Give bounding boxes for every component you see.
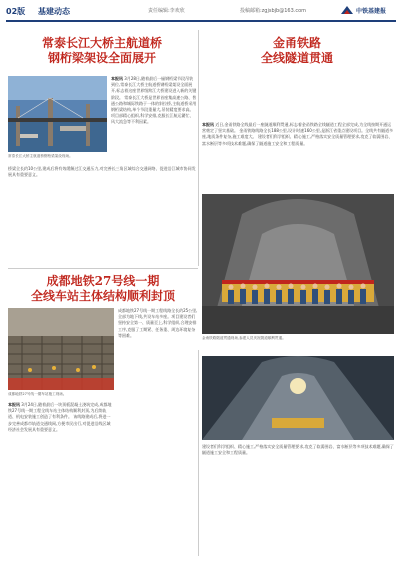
- logo-icon: [340, 4, 354, 16]
- article1-body-paragraph: 3月28日,随着最后一榀钢桁梁节段吊装到位,常泰长江大桥主航道桥钢桁梁架设全面展开,标志着这座世界级跨江大桥建设进入新的关键阶段。: [111, 76, 197, 100]
- page-header: [0, 0, 402, 24]
- article2-title-line1: 金甬铁路: [272, 36, 321, 50]
- article3-title-line1: 成都地铁27号线一期: [46, 274, 160, 288]
- article2-photo: [202, 194, 394, 334]
- article1-photo: [8, 76, 107, 152]
- article3-body-left: [8, 402, 114, 552]
- article1-dateline: 本报讯: [111, 76, 123, 81]
- article1-caption: 常泰长江大桥主航道桥钢桁梁架设现场。: [8, 154, 73, 158]
- article3-body-paragraph: 3月24日,随着最后一块顶板混凝土浇筑完成,成都地铁27号线一期工程全线车站主体结构顺利封顶,为后续轨道、机电安装施工创造了有利条件。: [8, 402, 112, 420]
- article2-photo-secondary: [202, 356, 394, 440]
- article1-body-paragraph: 桥梁全长约10公里,建成后将有效缓解过江交通压力,对完善长三角区域综合交通网络、促进沿江城市协同发展具有重要意义。: [8, 166, 196, 178]
- article3-headline: [8, 274, 198, 304]
- article2-dateline: 本报讯: [202, 122, 214, 127]
- article3-caption: 成都地铁27号线一期车站施工现场。: [8, 392, 67, 396]
- article1-body-top: [111, 76, 197, 154]
- article1-headline: [8, 36, 196, 66]
- article2-body-paragraph: 近日,金甬铁路全线最后一座隧道顺利贯通,标志着金甬铁路全线隧道工程全部完成,为全线按期开通运营奠定了坚实基础。: [202, 122, 392, 134]
- article2-caption: 金甬铁路隧道贯通现场,参建人员庆祝隧道顺利贯通。: [202, 336, 286, 340]
- article2-headline: [200, 36, 394, 66]
- article3-photo: [8, 308, 114, 390]
- column-divider: [198, 350, 199, 556]
- article2-body-paragraph: 金甬铁路线路全长188公里,设计时速160公里,是浙江省重点建设项目。全线共有隧道多座,地质条件复杂,施工难度大。: [202, 128, 394, 140]
- logo-text: 中铁基建报: [356, 8, 387, 15]
- article3-body-paragraph: 成都地铁27号线一期工程线路全长约25公里,全部为地下线,共设车站多座。项目建设者们坚持安全第一、质量至上,科学组织,合理安排工序,克服了工期紧、任务重、周边环境复杂等困难。: [118, 308, 198, 338]
- article3-body-right: [118, 308, 198, 428]
- article2-body: [202, 122, 394, 192]
- column-divider: [198, 30, 199, 266]
- section-title: 基建动态: [38, 7, 70, 16]
- article2-body-paragraph: 建设者们科学组织、精心施工,严格落实安全质量管理要求,攻克了软弱围岩、富水断层等多项技术难题,确保了隧道施工安全和工程质量。: [202, 444, 394, 456]
- article2-body-paragraph: 建设者们科学组织、精心施工,严格落实安全质量管理要求,攻克了软弱围岩、富水断层等多项技术难题,确保了隧道施工安全和工程质量。: [202, 134, 393, 146]
- article1-title-line1: 常泰长江大桥主航道桥: [41, 36, 162, 50]
- article1-title-line2: 钢桁梁架设全面展开: [47, 51, 156, 65]
- article2-body-continued: [202, 444, 394, 552]
- article3-dateline: 本报讯: [8, 402, 20, 407]
- section-divider: [8, 268, 198, 269]
- article2-title-line2: 全线隧道贯通: [260, 51, 333, 65]
- editor-credit: 责任编辑:李欢欣: [148, 8, 185, 14]
- article1-body-bottom: [8, 166, 196, 238]
- submission-email: 投稿邮箱:zgjsbjb@163.com: [240, 8, 307, 14]
- article1-body-paragraph: 常泰长江大桥是世界首座集高速公路、普通公路和城际铁路于一体的斜拉桥,主航道桥采用钢桁梁结构,单个节段重量大,吊装精度要求高。项目部精心组织,科学安排,克服长江航运繁忙、风大流急等不利因素。: [111, 94, 197, 125]
- article3-title-line2: 全线车站主体结构顺利封顶: [30, 289, 175, 303]
- header-rule: [6, 20, 396, 22]
- page-number: 02版: [6, 7, 26, 16]
- article3-body-paragraph: 该线路建成后,将进一步完善成都市轨道交通线网,方便市民出行,对促进沿线区域经济社会发展具有重要意义。: [8, 414, 111, 432]
